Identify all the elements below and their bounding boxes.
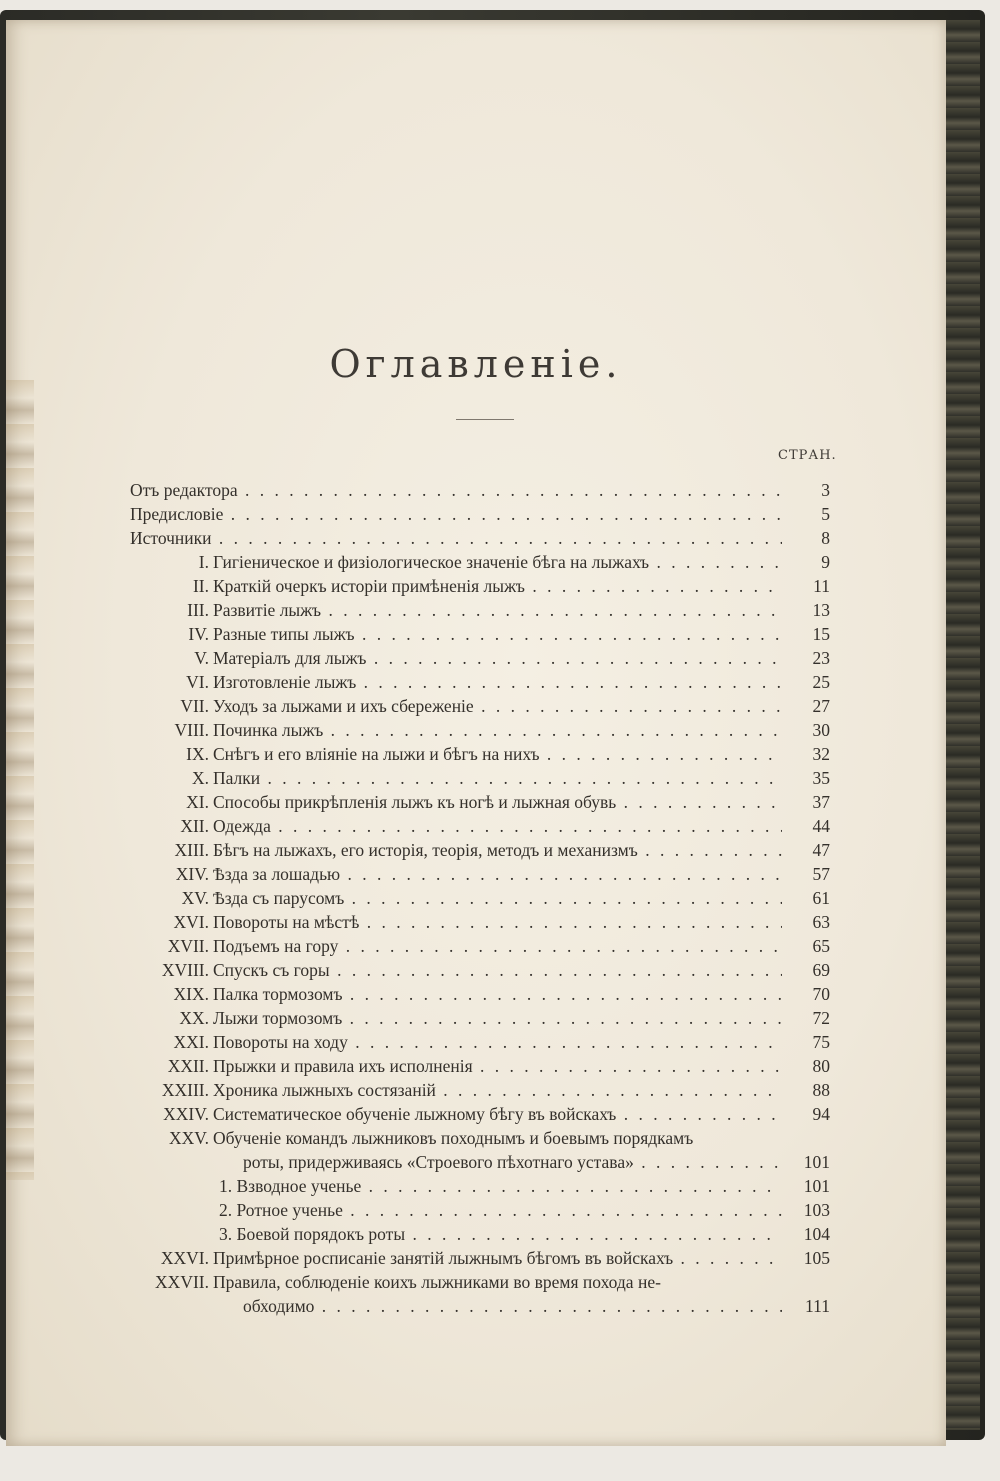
chapter-number: VIII. [174,720,209,740]
chapter-title: 3. Боевой порядокъ роты . . . [219,1222,782,1246]
page-number: 32 [812,744,830,764]
page-number: 72 [812,1008,830,1028]
toc-entry [6,526,946,550]
page-number: 70 [812,984,830,1004]
toc-entry [6,1294,946,1318]
page-number: 88 [812,1080,830,1100]
chapter-number: XIII. [174,840,209,860]
chapter-number: XXIII. [161,1080,209,1100]
page-number: 63 [812,912,830,932]
book-page [6,20,946,1446]
chapter-number: XXII. [167,1056,209,1076]
chapter-title: Уходъ за лыжами и ихъ сбереженіе . . . [213,694,782,718]
toc-entry [6,862,946,886]
toc-entry [6,958,946,982]
toc-entry [6,550,946,574]
chapter-number: XVIII. [161,960,209,980]
page-number: 105 [803,1248,830,1268]
page-number: 44 [812,816,830,836]
page-number: 104 [803,1224,830,1244]
chapter-title: Починка лыжъ . . . [213,718,782,742]
chapter-number: IV. [188,624,209,644]
chapter-title: Ѣзда съ парусомъ . . . [213,886,782,910]
toc-entry [6,598,946,622]
chapter-number: I. [198,552,209,572]
page-number: 69 [812,960,830,980]
toc-entry [6,718,946,742]
chapter-number: XXVII. [155,1272,209,1292]
chapter-number: VI. [186,672,209,692]
toc-entry [6,814,946,838]
toc-entry [6,982,946,1006]
toc-entry [6,886,946,910]
toc-entry [6,478,946,502]
chapter-number: XX. [179,1008,209,1028]
chapter-title: Палка тормозомъ . . . [213,982,782,1006]
chapter-number: XXVI. [160,1248,209,1268]
chapter-number: IX. [186,744,209,764]
page-number: 57 [812,864,830,884]
chapter-number: III. [187,600,209,620]
chapter-number: XIV. [175,864,209,884]
chapter-title: Краткій очеркъ исторіи примѣненія лыжъ . . . [213,574,782,598]
chapter-number: XXI. [173,1032,209,1052]
page-number: 37 [812,792,830,812]
page-number: 11 [813,576,830,596]
toc-entry [6,766,946,790]
page-number: 61 [812,888,830,908]
toc-entry [6,1198,946,1222]
page-title: Оглавленіе. [329,342,623,386]
toc-entry [6,1270,946,1294]
toc-entry [6,910,946,934]
chapter-number: XXIV. [163,1104,209,1124]
chapter-title: Примѣрное росписаніе занятій лыжнымъ бѣгомъ въ войскахъ . . . [213,1246,782,1270]
chapter-title: Источники . . . [130,526,782,550]
chapter-number: XXV. [168,1128,209,1148]
toc-entry [6,1246,946,1270]
chapter-title: 2. Ротное ученье . . . [219,1198,782,1222]
toc-entry [6,1030,946,1054]
chapter-title: Развитіе лыжъ . . . [213,598,782,622]
chapter-title: Ѣзда за лошадью . . . [213,862,782,886]
page-number: 80 [812,1056,830,1076]
chapter-number: XVII. [167,936,209,956]
toc-entry [6,1078,946,1102]
chapter-number: II. [192,576,209,596]
chapter-number: XII. [180,816,209,836]
page-number: 5 [821,504,830,524]
chapter-number: X. [191,768,209,788]
chapter-title: Разные типы лыжъ . . . [213,622,782,646]
page-number: 9 [821,552,830,572]
chapter-number: V. [194,648,209,668]
chapter-title: роты, придерживаясь «Строевого пѣхотнаго устава» . . . [243,1150,782,1174]
chapter-title: Бѣгъ на лыжахъ, его исторія, теорія, методъ и механизмъ . . . [213,838,782,862]
chapter-title: Изготовленіе лыжъ . . . [213,670,782,694]
page-number: 8 [821,528,830,548]
page-number: 15 [812,624,830,644]
toc-entry [6,574,946,598]
table-of-contents [6,20,946,1446]
chapter-title: Прыжки и правила ихъ исполненія . . . [213,1054,782,1078]
chapter-number: XV. [181,888,209,908]
page-number: 75 [812,1032,830,1052]
chapter-title: Повороты на мѣстѣ . . . [213,910,782,934]
chapter-title: Матеріалъ для лыжъ . . . [213,646,782,670]
page-number: 101 [803,1152,830,1172]
chapter-title: Лыжи тормозомъ . . . [213,1006,782,1030]
chapter-title: Повороты на ходу . . . [213,1030,782,1054]
toc-entry [6,742,946,766]
chapter-title: Подъемъ на гору . . . [213,934,782,958]
page-number: 111 [805,1296,830,1316]
toc-entry [6,1174,946,1198]
chapter-title: Одежда . . . [213,814,782,838]
toc-entry [6,1054,946,1078]
chapter-title: Спускъ съ горы . . . [213,958,782,982]
page-number: 101 [803,1176,830,1196]
toc-entry [6,646,946,670]
chapter-title: Отъ редактора . . . [130,478,782,502]
page-number: 3 [821,480,830,500]
chapter-title: Предисловіе . . . [130,502,782,526]
chapter-number: XI. [186,792,209,812]
cover-spine-edge [940,20,980,1430]
page-number: 23 [812,648,830,668]
chapter-title: Систематическое обученіе лыжному бѣгу въ войскахъ . . . [213,1102,782,1126]
page-number: 25 [812,672,830,692]
page-number: 103 [803,1200,830,1220]
chapter-title: 1. Взводное ученье . . . [219,1174,782,1198]
page-number: 94 [812,1104,830,1124]
toc-entry [6,1150,946,1174]
chapter-title: Обученіе командъ лыжниковъ походнымъ и боевымъ порядкамъ [213,1128,694,1148]
toc-entry [6,838,946,862]
toc-entry [6,670,946,694]
page-column-header: СТРАН. [778,448,837,463]
page-number: 47 [812,840,830,860]
toc-entry [6,1222,946,1246]
toc-entry [6,1006,946,1030]
chapter-title: Гигіеническое и физіологическое значеніе бѣга на лыжахъ . . . [213,550,782,574]
chapter-title: Правила, соблюденіе коихъ лыжниками во время похода не- [213,1272,661,1292]
chapter-title: Снѣгъ и его вліяніе на лыжи и бѣгъ на нихъ . . . [213,742,782,766]
toc-entry [6,694,946,718]
toc-entry [6,790,946,814]
page-number: 30 [812,720,830,740]
page-number: 13 [812,600,830,620]
chapter-title: Хроника лыжныхъ состязаній . . . [213,1078,782,1102]
page-number: 27 [812,696,830,716]
chapter-number: XVI. [173,912,209,932]
toc-entry [6,502,946,526]
toc-entry [6,1102,946,1126]
toc-entry [6,622,946,646]
chapter-number: XIX. [173,984,209,1004]
page-number: 35 [812,768,830,788]
chapter-title: Способы прикрѣпленія лыжъ къ ногѣ и лыжная обувь . . . [213,790,782,814]
chapter-title: обходимо . . . [243,1294,782,1318]
toc-entry [6,934,946,958]
chapter-title: Палки . . . [213,766,782,790]
toc-entry [6,1126,946,1150]
page-number: 65 [812,936,830,956]
chapter-number: VII. [180,696,209,716]
